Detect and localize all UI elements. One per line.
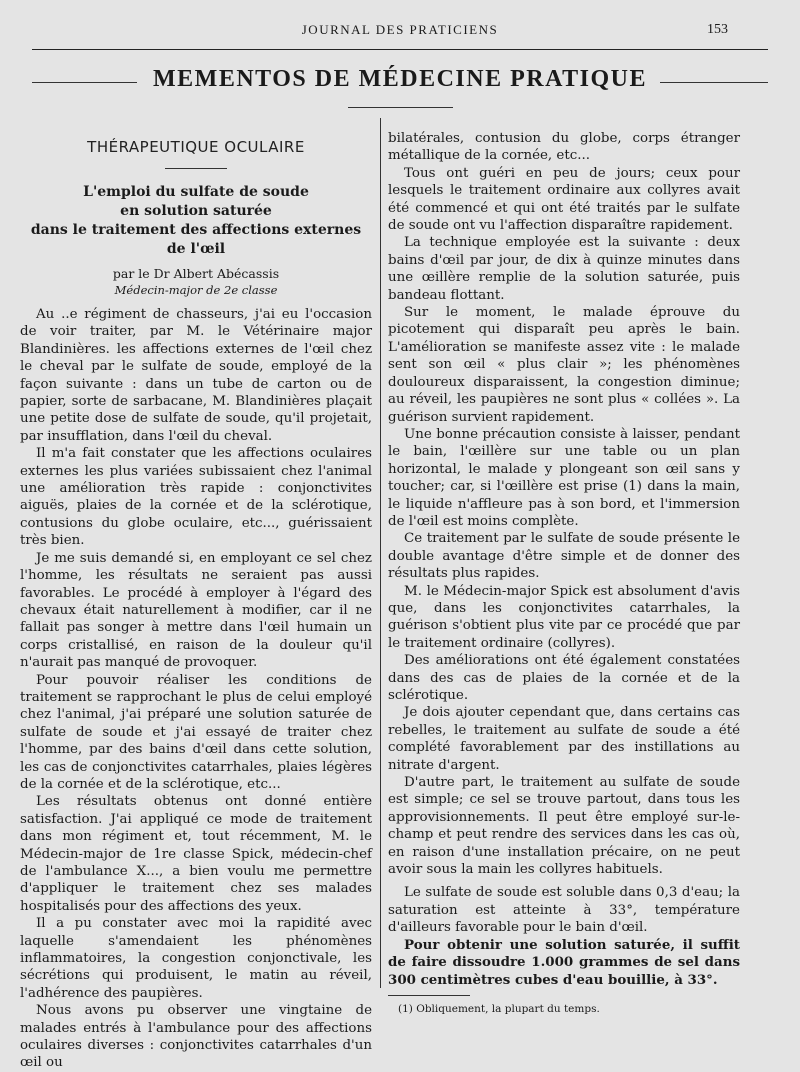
column-divider: [380, 118, 381, 988]
author-byline: par le Dr Albert Abécassis: [112, 266, 280, 281]
paragraph-continued: bilatérales, contusion du globe, corps étranger métallique de la cornée, etc...: [388, 131, 740, 164]
header-rule: [32, 49, 768, 50]
paragraph: Nous avons pu observer une vingtaine de malades entrés à l'ambulance pour des affections oculaires diverses : conjonctivites catarrhales d'un œil ou: [20, 1003, 372, 1071]
paragraph: Les résultats obtenus ont donné entière satisfaction. J'ai appliqué ce mode de traitement dans mon régiment et, tout récemment, M. le Médecin-major de 1re classe Spick, médecin-chef de l'ambulance X..., a bien voulu me permettre d'appliquer le traitement chez ses malades hospitalisés pour des affections des yeux.: [20, 794, 372, 914]
article-title: [20, 183, 372, 259]
paragraph: Pour pouvoir réaliser les conditions de traitement se rapprochant le plus de celui employé chez l'animal, j'ai préparé une solution saturée de sulfate de soude et j'ai essayé de traiter chez l'homme, par des bains d'œil dans cette solution, les cas de conjonctivites catarrhales, plaies légères de la cornée et de la sclérotique, etc...: [20, 672, 372, 792]
paragraph: Je dois ajouter cependant que, dans certains cas rebelles, le traitement au sulfate de soude a été complété favorablement par des instillations au nitrate d'argent.: [388, 705, 740, 773]
paragraph: Il a pu constater avec moi la rapidité avec laquelle s'amendaient les phénomènes inflammatoires, la congestion conjonctivale, les sécrétions qui produisent, le matin au réveil, l'adhérence des paupières.: [20, 916, 372, 1001]
article-title-line1: L'emploi du sulfate de soude: [83, 184, 309, 200]
paragraph: Ce traitement par le sulfate de soude présente le double avantage d'être simple et de donner des résultats plus rapides.: [388, 531, 740, 582]
running-head: [0, 22, 800, 42]
paragraph: Une bonne précaution consiste à laisser, pendant le bain, l'œillère sur une table ou un plan horizontal, le malade y plongeant son œil sans y toucher; car, si l'œillère est prise (1) dans la main, le liquide n'affleure pas à son bord, et l'immersion de l'œil est moins complète.: [388, 426, 740, 529]
paragraph: Des améliorations ont été également constatées dans des cas de plaies de la cornée et de la sclérotique.: [388, 653, 740, 703]
paragraph: Le sulfate de soude est soluble dans 0,3 d'eau; la saturation est atteinte à 33°, température d'ailleurs favorable pour le bain d'œil.: [388, 885, 740, 936]
article-title-line3: dans le traitement des affections externes de l'œil: [30, 222, 362, 257]
author-rank: Médecin-major de 2e classe: [114, 283, 278, 297]
paragraph: Je me suis demandé si, en employant ce sel chez l'homme, les résultats ne seraient pas aussi favorables. Le procédé à employer à l'égard des chevaux était naturellement à modifier, car il ne fallait pas songer à mettre dans l'œil humain un corps cristallisé, en raison de la douleur qu'il n'aurait pas manqué de provoquer.: [20, 550, 372, 671]
section-rule: [165, 168, 227, 169]
paragraph: D'autre part, le traitement au sulfate de soude est simple; ce sel se trouve partout, dans tous les approvisionnements. Il peut être employé sur-le-champ et peut rendre des services dans les cas où, en raison d'une installation précaire, on ne peut avoir sous la main les collyres habituels.: [388, 775, 740, 878]
paragraph: Tous ont guéri en peu de jours; ceux pour lesquels le traitement ordinaire aux collyres avait été commencé et qui ont été traités par le sulfate de soude ont vu l'affection disparaître rapidement.: [388, 165, 740, 234]
paragraph: Au ..e régiment de chasseurs, j'ai eu l'occasion de voir traiter, par M. le Vétérinaire major Blandinières. les affections externes de l'œil chez le cheval par le sulfate de soude, employé de la façon suivante : dans un tube de carton ou de papier, sorte de sarbacane, M. Blandinières plaçait une petite dose de sulfate de soude, qu'il projetait, par insufflation, dans l'œil du cheval.: [20, 307, 372, 444]
journal-title: JOURNAL DES PRATICIENS: [301, 22, 499, 37]
paragraph: Il m'a fait constater que les affections oculaires externes les plus variées subissaient chez l'animal une amélioration très rapide : conjonctivites aiguës, plaies de la cornée et de la sclérotique, contusions du globe oculaire, etc..., guérissaient très bien.: [20, 446, 372, 549]
main-title: MEMENTOS DE MÉDECINE PRATIQUE: [153, 66, 647, 92]
paragraph: La technique employée est la suivante : deux bains d'œil par jour, de dix à quinze minutes dans une œillère remplie de la solution saturée, puis bandeau flottant.: [388, 235, 740, 303]
footnote-rule: [388, 995, 470, 996]
paragraph: Pour obtenir une solution saturée, il suffit de faire dissoudre 1.000 grammes de sel dans 300 centimètres cubes d'eau bouillie, à 33°.: [388, 936, 740, 988]
paragraph: Sur le moment, le malade éprouve du picotement qui disparaît peu après le bain. L'amélioration se manifeste assez vite : le malade sent son œil « plus clair »; les phénomènes douloureux disparaissent, la congestion diminue; au réveil, les paupières ne sont plus « collées ». La guérison survient rapidement.: [388, 305, 740, 425]
footnote: (1) Obliquement, la plupart du temps.: [398, 1002, 600, 1015]
paragraph: M. le Médecin-major Spick est absolument d'avis que, dans les conjonctivites catarrhales, la guérison s'obtient plus vite par ce procédé que par le traitement ordinaire (collyres).: [388, 583, 740, 651]
section-title: THÉRAPEUTIQUE OCULAIRE: [87, 138, 305, 156]
right-column: [388, 130, 740, 1016]
left-column: [20, 138, 372, 1072]
page-number: 153: [707, 22, 728, 37]
title-underrule: [348, 107, 453, 108]
article-title-line2: en solution saturée: [120, 203, 272, 219]
